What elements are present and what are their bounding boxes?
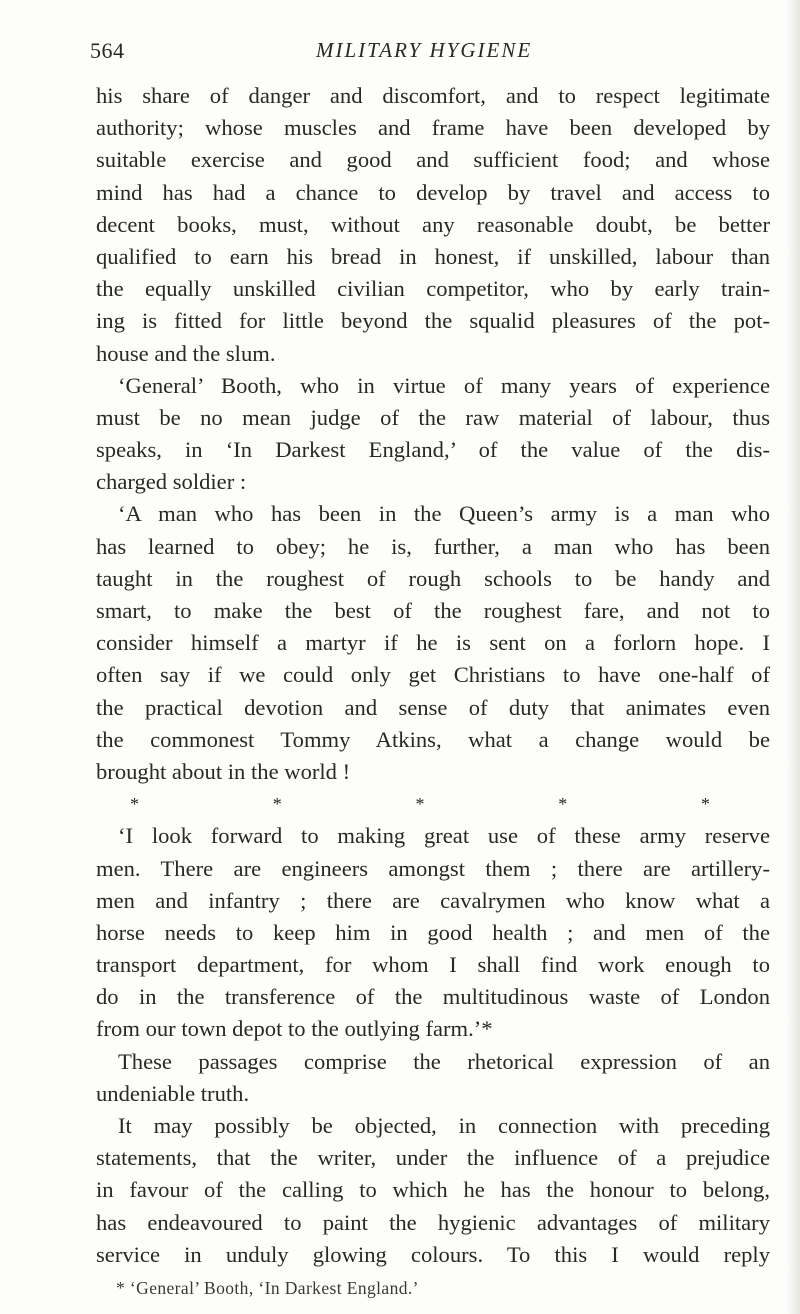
text-line: suitable exercise and good and sufficient food; and whose [96,147,770,173]
text-line: statements, that the writer, under the influence of a prejudice [96,1145,770,1171]
text-line: horse needs to keep him in good health ; and men of the [96,919,770,945]
text-line: house and the slum. [96,340,276,366]
text-line: his share of danger and discomfort, and to respect legitimate [96,83,770,108]
body-text [96,80,770,1271]
text-line: has endeavoured to paint the hygienic advantages of military [96,1209,770,1235]
text-line: undeniable truth. [96,1080,250,1106]
text-line: from our town depot to the outlying farm.’* [96,1016,493,1042]
text-line: consider himself a martyr if he is sent on a forlorn hope. I [96,630,770,656]
section-break-asterisks [96,788,770,820]
text-line: transport department, for whom I shall find work enough to [96,952,770,978]
text-line: the practical devotion and sense of duty that animates even [96,694,770,720]
text-line: These passages comprise the rhetorical expression of an [118,1048,770,1074]
text-line: ‘A man who has been in the Queen’s army is a man who [118,501,770,527]
text-line: decent books, must, without any reasonable doubt, be better [96,211,770,237]
text-line: charged soldier : [96,469,247,495]
text-line: men and infantry ; there are cavalrymen who know what a [96,887,770,913]
text-line: ‘I look forward to making great use of these army reserve [118,823,770,849]
text-line: ‘General’ Booth, who in virtue of many years of experience [118,372,770,398]
text-line: qualified to earn his bread in honest, if unskilled, labour than [96,243,770,269]
text-line: has learned to obey; he is, further, a man who has been [96,533,770,559]
asterisk: * [130,794,139,815]
text-line: mind has had a chance to develop by travel and access to [96,179,770,205]
running-head: MILITARY HYGIENE [316,38,533,62]
page-header [90,38,770,72]
text-line: taught in the roughest of rough schools to be handy and [96,565,770,591]
text-line: men. There are engineers amongst them ; there are artillery- [96,855,770,881]
text-line: often say if we could only get Christians to have one-half of [96,662,770,688]
text-line: ing is fitted for little beyond the squalid pleasures of the pot- [96,308,770,334]
page-number: 564 [90,38,125,63]
text-line: in favour of the calling to which he has the honour to belong, [96,1177,770,1203]
text-line: the commonest Tommy Atkins, what a change would be [96,726,770,752]
asterisk: * [272,794,282,815]
asterisk: * [558,794,568,815]
text-line: do in the transference of the multitudinous waste of London [96,984,770,1010]
footnote: * ‘General’ Booth, ‘In Darkest England.’ [116,1278,419,1298]
text-line: brought about in the world ! [96,758,351,784]
asterisk: * [415,794,425,815]
asterisk: * [701,794,710,815]
text-line: must be no mean judge of the raw material of labour, thus [96,404,770,430]
text-line: It may possibly be objected, in connection with preceding [118,1113,770,1138]
text-line: speaks, in ‘In Darkest England,’ of the value of the dis- [96,437,770,463]
text-line: service in unduly glowing colours. To this I would reply [96,1241,770,1267]
text-line: the equally unskilled civilian competitor, who by early train- [96,276,770,302]
page-edge-shadow [786,0,800,1314]
text-line: authority; whose muscles and frame have been developed by [96,115,770,141]
text-line: smart, to make the best of the roughest fare, and not to [96,598,770,623]
